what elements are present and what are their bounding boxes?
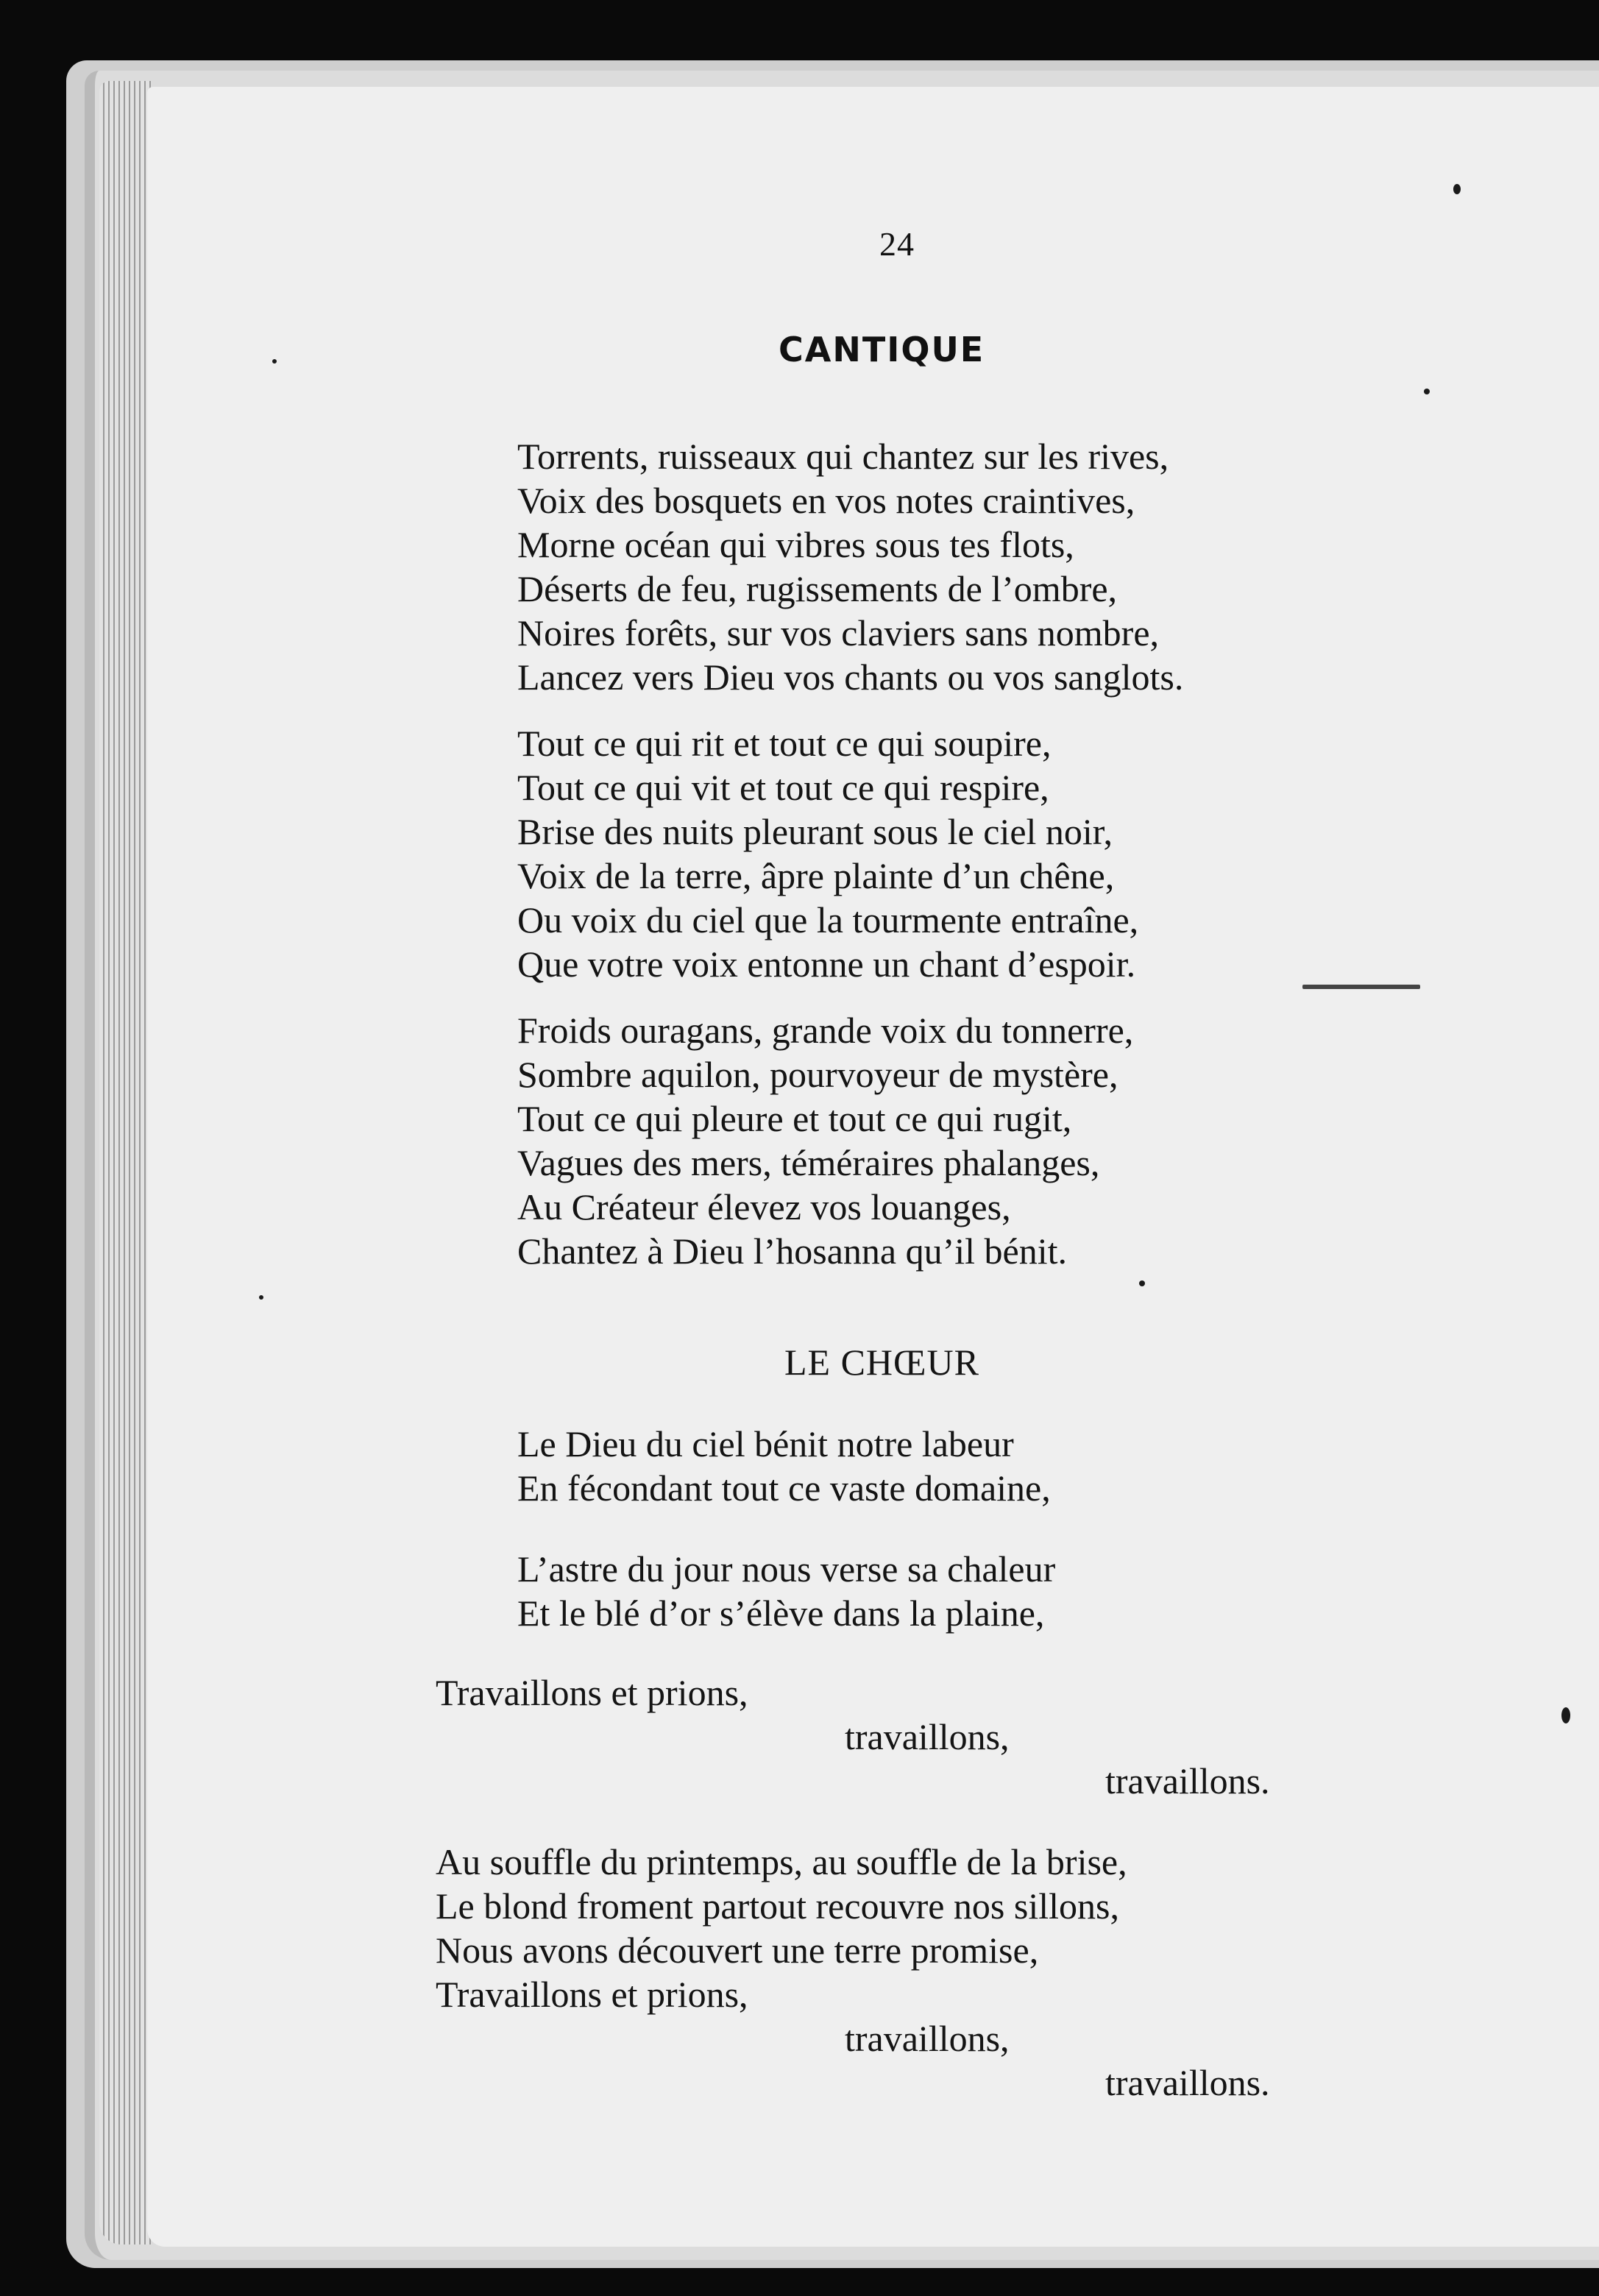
verse-line: En fécondant tout ce vaste domaine, — [517, 1467, 1051, 1509]
verse-line: Froids ouragans, grande voix du tonnerre, — [517, 1010, 1134, 1051]
verse-line: Le blond froment partout recouvre nos sillons, — [436, 1885, 1119, 1927]
scan-speck — [1139, 1280, 1145, 1286]
refrain-line: travaillons. — [1105, 1760, 1270, 1801]
stanza-1 — [517, 434, 1183, 699]
verse-line: Sombre aquilon, pourvoyeur de mystère, — [517, 1054, 1118, 1095]
refrain-line: travaillons, — [845, 1716, 1010, 1757]
verse-line: Déserts de feu, rugissements de l’ombre, — [517, 568, 1118, 609]
verse-line: Tout ce qui pleure et tout ce qui rugit, — [517, 1098, 1072, 1139]
scan-smudge — [1302, 985, 1420, 989]
page-number: 24 — [879, 225, 915, 263]
verse-line: Et le blé d’or s’élève dans la plaine, — [517, 1592, 1045, 1634]
final-stanza — [436, 1840, 1127, 2016]
refrain-line: travaillons, — [845, 2018, 1010, 2059]
verse-line: Vagues des mers, téméraires phalanges, — [517, 1142, 1100, 1183]
verse-line: Nous avons découvert une terre promise, — [436, 1930, 1039, 1971]
verse-line: Torrents, ruisseaux qui chantez sur les rives, — [517, 436, 1169, 477]
scan-speck — [1561, 1707, 1570, 1723]
scan-speck — [272, 359, 277, 364]
refrain-line: travaillons. — [1105, 2062, 1270, 2103]
verse-line: Brise des nuits pleurant sous le ciel noir, — [517, 811, 1113, 852]
verse-line: Voix de la terre, âpre plainte d’un chêne, — [517, 855, 1115, 896]
verse-line: Tout ce qui rit et tout ce qui soupire, — [517, 723, 1052, 764]
verse-line: Chantez à Dieu l’hosanna qu’il bénit. — [517, 1230, 1067, 1272]
choeur-couplet-2 — [517, 1547, 1055, 1635]
refrain-line: Travaillons et prions, — [436, 1672, 748, 1713]
stanza-3 — [517, 1008, 1133, 1273]
verse-line: Ou voix du ciel que la tourmente entraîne, — [517, 899, 1139, 940]
verse-line: Au souffle du printemps, au souffle de la brise, — [436, 1841, 1127, 1882]
scan-speck — [1453, 184, 1461, 194]
verse-line: Tout ce qui vit et tout ce qui respire, — [517, 767, 1049, 808]
verse-line: L’astre du jour nous verse sa chaleur — [517, 1548, 1056, 1590]
verse-line: Noires forêts, sur vos claviers sans nombre, — [517, 612, 1160, 653]
scan-speck — [1424, 389, 1430, 394]
verse-line: Le Dieu du ciel bénit notre labeur — [517, 1423, 1014, 1464]
poem-title: CANTIQUE — [779, 330, 985, 369]
choeur-heading: LE CHŒUR — [784, 1342, 979, 1383]
verse-line: Au Créateur élevez vos louanges, — [517, 1186, 1011, 1227]
verse-line: Que votre voix entonne un chant d’espoir. — [517, 943, 1136, 985]
verse-line: Travaillons et prions, — [436, 1974, 748, 2015]
verse-line: Morne océan qui vibres sous tes flots, — [517, 524, 1074, 565]
choeur-couplet-1 — [517, 1422, 1051, 1510]
verse-line: Lancez vers Dieu vos chants ou vos sanglots. — [517, 656, 1184, 698]
verse-line: Voix des bosquets en vos notes craintives, — [517, 480, 1135, 521]
stanza-2 — [517, 721, 1138, 986]
scan-speck — [259, 1295, 263, 1300]
page-edges — [99, 81, 151, 2244]
